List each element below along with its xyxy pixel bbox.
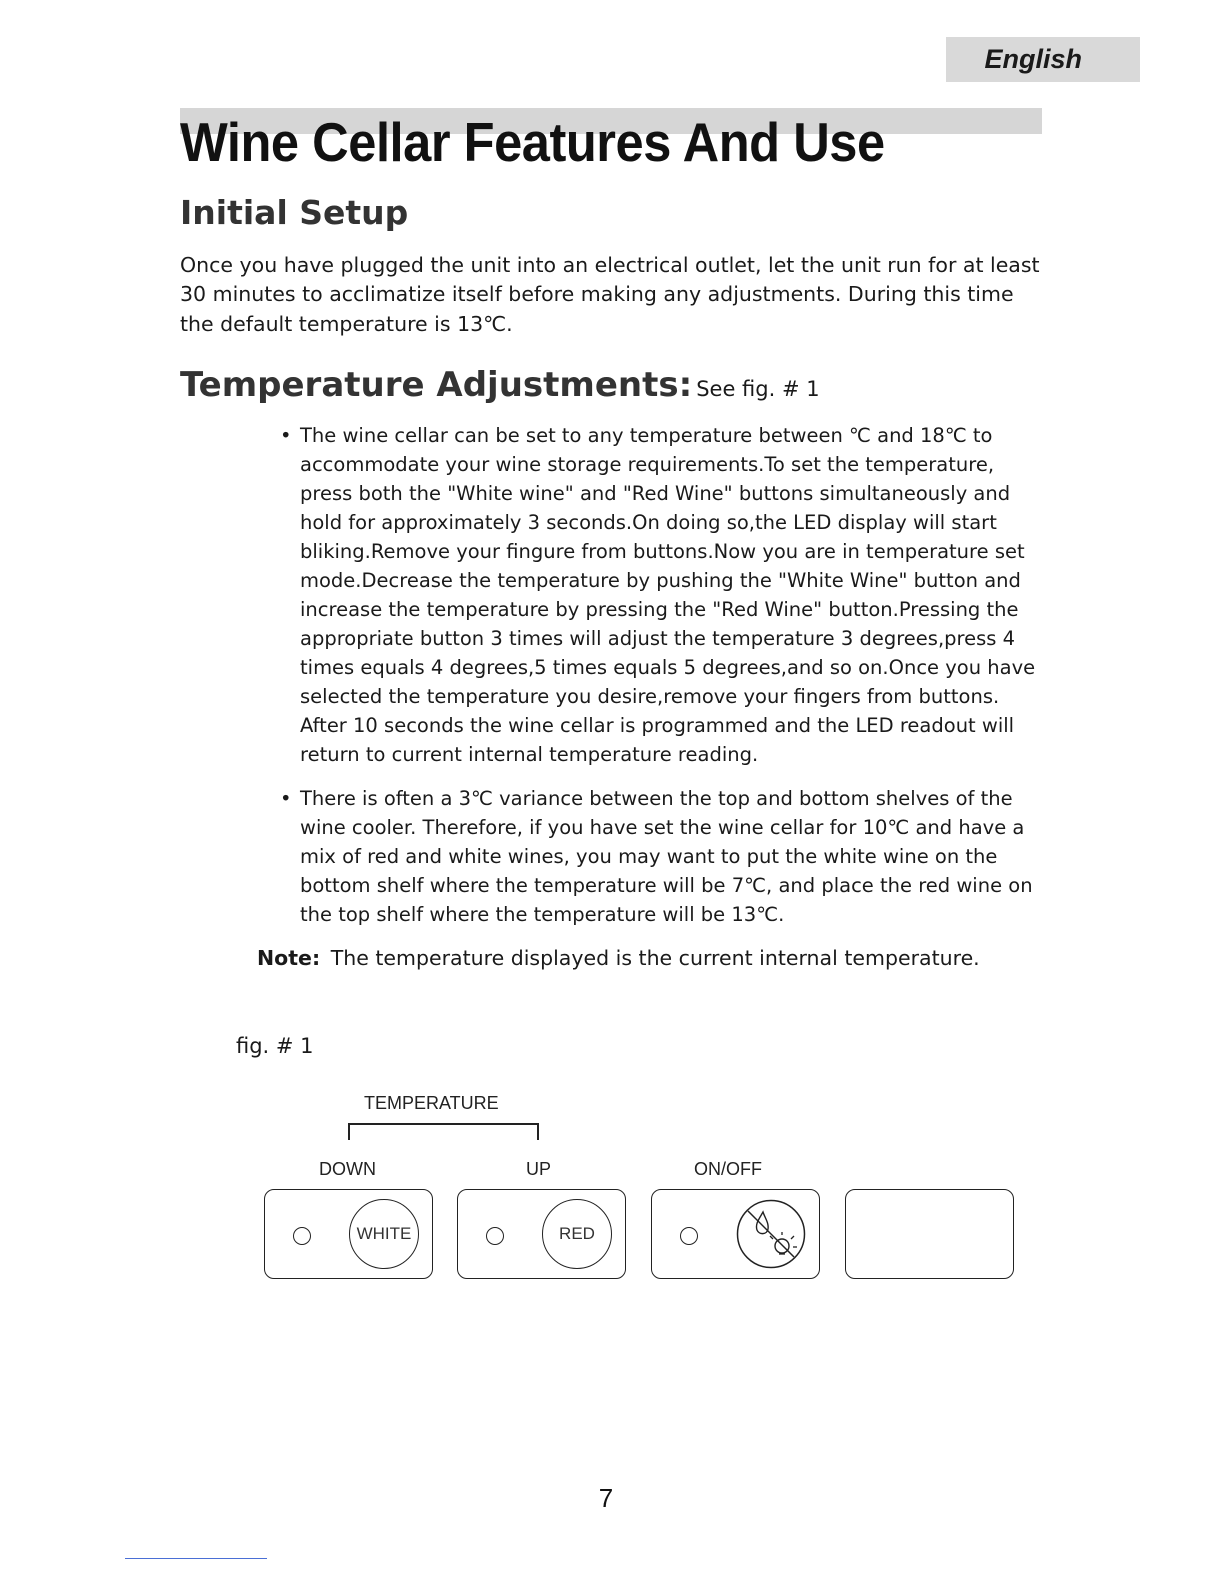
down-label: DOWN [319,1159,376,1179]
white-led-indicator [293,1227,311,1245]
white-wine-key[interactable] [264,1189,433,1279]
list-item [280,784,1050,929]
temperature-adjustments-title: Temperature Adjustments: [180,365,693,405]
light-power-icon[interactable] [736,1199,806,1269]
onoff-label: ON/OFF [694,1159,762,1179]
footer-rule [125,1558,267,1559]
bullet-dot: • [280,424,292,447]
temperature-bracket [348,1123,539,1140]
onoff-key[interactable] [651,1189,820,1279]
page-title: Wine Cellar Features And Use [180,111,885,173]
note-label: Note: [257,946,321,970]
white-button[interactable]: WHITE [349,1199,419,1269]
language-tab: English [946,37,1140,82]
temperature-adjustments-heading [180,362,820,412]
display-window [845,1189,1014,1279]
initial-setup-paragraph: Once you have plugged the unit into an electrical outlet, let the unit run for at least 30 minutes to acclimatize itself before making any adjustments. During this time the default temperature is 13℃. [180,253,1040,336]
note [257,943,980,973]
list-item [280,421,1050,769]
figure-label: fig. # 1 [236,1034,314,1058]
temperature-group-label: TEMPERATURE [364,1093,499,1113]
see-fig-reference: See fig. # 1 [696,377,820,401]
bullet-dot: • [280,787,292,810]
up-label: UP [526,1159,552,1179]
page-number: 7 [598,1483,614,1513]
initial-setup-heading: Initial Setup [180,193,409,232]
red-button[interactable]: RED [542,1199,612,1269]
list-item-text: The wine cellar can be set to any temperature between ℃ and 18℃ to accommodate your wine storage requirements.To set the temperature, press both the "White wine" and "Red Wine" buttons simultaneously and hold for approximately 3 seconds.On doing so,the LED display will start bliking.Remove your fingure from buttons.Now you are in temperature set mode.Decrease the temperature by pushing the "White Wine" button and increase the temperature by pressing the "Red Wine" button.Pressing the appropriate button 3 times will adjust the temperature 3 degrees,press 4 times equals 4 degrees,5 times equals 5 degrees,and so on.Once you have selected the temperature you desire,remove your fingers from buttons. After 10 seconds the wine cellar is programmed and the LED readout will return to current internal temperature reading. [300,424,1036,766]
note-text: The temperature displayed is the current internal temperature. [330,946,980,970]
red-led-indicator [486,1227,504,1245]
red-wine-key[interactable] [457,1189,626,1279]
onoff-led-indicator [680,1227,698,1245]
list-item-text: There is often a 3℃ variance between the top and bottom shelves of the wine cooler. Therefore, if you have set the wine cellar for 10℃ and have a mix of red and white wines, you may want to put the white wine on the bottom shelf where the temperature will be 7℃, and place the red wine on the top shelf where the temperature will be 13℃. [300,787,1033,926]
